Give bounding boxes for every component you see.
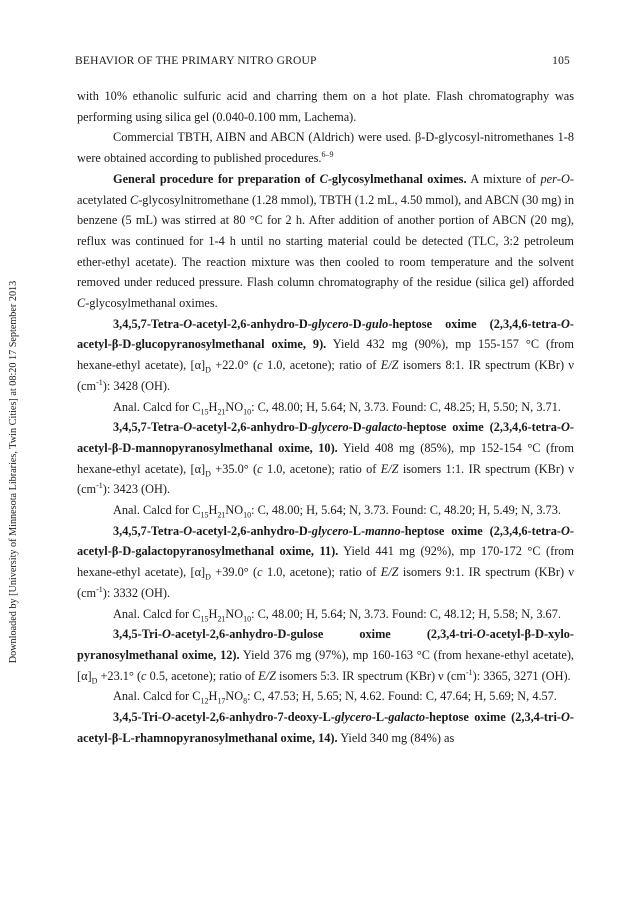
running-title: BEHAVIOR OF THE PRIMARY NITRO GROUP: [75, 55, 317, 67]
compound-10-name: 3,4,5,7-Tetra-O-acetyl-2,6-anhydro-D-glycero-D-galacto-heptose oxime (2,3,4,6-tetra-O-acetyl-β-D-mannopyranosylmethanal oxime, 10).: [77, 420, 574, 455]
reagents-text: Commercial TBTH, AIBN and ABCN (Aldrich) were used. β-D-glycosyl-nitromethanes 1-8 were obtained according to published procedures.: [77, 130, 574, 166]
page-number: 105: [552, 55, 570, 67]
download-watermark: Downloaded by [University of Minnesota Libraries, Twin Cities] at 08:20 17 September 2013: [8, 280, 19, 664]
article-body: [77, 86, 574, 749]
compound-9-analysis: Anal. Calcd for $C_{15}H_{21}NO_{10}$: C, 48.00; H, 5.64; N, 3.73. Found: C, 48.25; H, 5.50; N, 3.71.: [113, 399, 561, 416]
paragraph-reagents: [77, 127, 574, 168]
paragraph-general-procedure: General procedure for preparation of C-glycosylmethanal oximes. A mixture of per-O-acetylated C-glycosylnitromethane (1.28 mmol), TBTH (1.2 mL, 4.50 mmol), and ABCN (30 mg) in benzene (5 mL) was stirred at 80 °C for 2 h. After addition of another portion of ABCN (20 mg), reflux was continued for 1-4 h until no starting material could be detected (TLC, 3:2 petroleum ether-ethyl acetate). The reaction mixture was then cooled to room temperature and the solvent removed under reduced pressure. Flash column chromatography of the residue (silica gel) afforded C-glycosylmethanal oximes.: [77, 171, 575, 311]
compound-11-name: 3,4,5,7-Tetra-O-acetyl-2,6-anhydro-D-glycero-L-manno-heptose oxime (2,3,4,6-tetra-O-acetyl-β-D-galactopyranosylmethanal oxime, 11).: [77, 523, 574, 559]
paragraph-tlc: with 10% ethanolic sulfuric acid and charring them on a hot plate. Flash chromatography was performing using silica gel (0.040-0.100 mm, Lachema).: [77, 89, 574, 124]
compound-9-name: 3,4,5,7-Tetra-O-acetyl-2,6-anhydro-D-glycero-D-gulo-heptose oxime (2,3,4,6-tetra-O-acetyl-β-D-glucopyranosylmethanal oxime, 9).: [77, 316, 574, 352]
section-heading: General procedure for preparation of C-glycosylmethanal oximes.: [113, 171, 467, 186]
compound-12-analysis: Anal. Calcd for $C_{12}H_{17}NO_8$: C, 47.53; H, 5.65; N, 4.62. Found: C, 47.64; H, 5.69; N, 4.57.: [113, 689, 557, 706]
compound-12-name: 3,4,5-Tri-O-acetyl-2,6-anhydro-D-gulose oxime (2,3,4-tri-O-acetyl-β-D-xylo-pyranosylmethanal oxime, 12).: [77, 627, 574, 662]
compound-10-entry: 3,4,5,7-Tetra-O-acetyl-2,6-anhydro-D-glycero-D-galacto-heptose oxime (2,3,4,6-tetra-O-acetyl-β-D-mannopyranosylmethanal oxime, 10). Yield 408 mg (85%), mp 152-154 °C (from hexane-ethyl acetate), $[\alpha]_D +35.0^\circ$ (c 1.0, acetone); ratio of E/Z isomers 1:1. IR spectrum (KBr) ν $(cm^{-1})$: 3423 (OH).: [77, 420, 574, 497]
compound-14-name: 3,4,5-Tri-O-acetyl-2,6-anhydro-7-deoxy-L-glycero-L-galacto-heptose oxime (2,3,4-tri-O-acetyl-β-L-rhamnopyranosylmethanal oxime, 14).: [77, 710, 574, 745]
compound-12-entry: 3,4,5-Tri-O-acetyl-2,6-anhydro-D-gulose oxime (2,3,4-tri-O-acetyl-β-D-xylo-pyranosylmethanal oxime, 12). Yield 376 mg (97%), mp 160-163 °C (from hexane-ethyl acetate), $[\alpha]_D +23.1^\circ$ (c 0.5, acetone); ratio of E/Z isomers 5:3. IR spectrum (KBr) ν $(cm^{-1})$: 3365, 3271 (OH).: [77, 627, 574, 686]
compound-14-entry: 3,4,5-Tri-O-acetyl-2,6-anhydro-7-deoxy-L-glycero-L-galacto-heptose oxime (2,3,4-tri-O-acetyl-β-L-rhamnopyranosylmethanal oxime, 14). Yield 340 mg (84%) as: [77, 710, 574, 745]
compound-11-analysis: Anal. Calcd for $C_{15}H_{21}NO_{10}$: C, 48.00; H, 5.64; N, 3.73. Found: C, 48.12; H, 5.58; N, 3.67.: [113, 606, 561, 624]
compound-9-entry: 3,4,5,7-Tetra-O-acetyl-2,6-anhydro-D-glycero-D-gulo-heptose oxime (2,3,4,6-tetra-O-acetyl-β-D-glucopyranosylmethanal oxime, 9). Yield 432 mg (90%), mp 155-157 °C (from hexane-ethyl acetate), $[\alpha]_D +22.0^\circ$ (c 1.0, acetone); ratio of E/Z isomers 8:1. IR spectrum (KBr) ν $(cm^{-1})$: 3428 (OH).: [77, 316, 574, 393]
compound-11-entry: 3,4,5,7-Tetra-O-acetyl-2,6-anhydro-D-glycero-L-manno-heptose oxime (2,3,4,6-tetra-O-acetyl-β-D-galactopyranosylmethanal oxime, 11). Yield 441 mg (92%), mp 170-172 °C (from hexane-ethyl acetate), $[\alpha]_D +39.0^\circ$ (c 1.0, acetone); ratio of E/Z isomers 9:1. IR spectrum (KBr) ν $(cm^{-1})$: 3332 (OH).: [77, 523, 575, 600]
compound-10-analysis: Anal. Calcd for $C_{15}H_{21}NO_{10}$: C, 48.00; H, 5.64; N, 3.73. Found: C, 48.20; H, 5.49; N, 3.73.: [113, 503, 561, 520]
reference-superscript: 6–9: [321, 150, 334, 160]
